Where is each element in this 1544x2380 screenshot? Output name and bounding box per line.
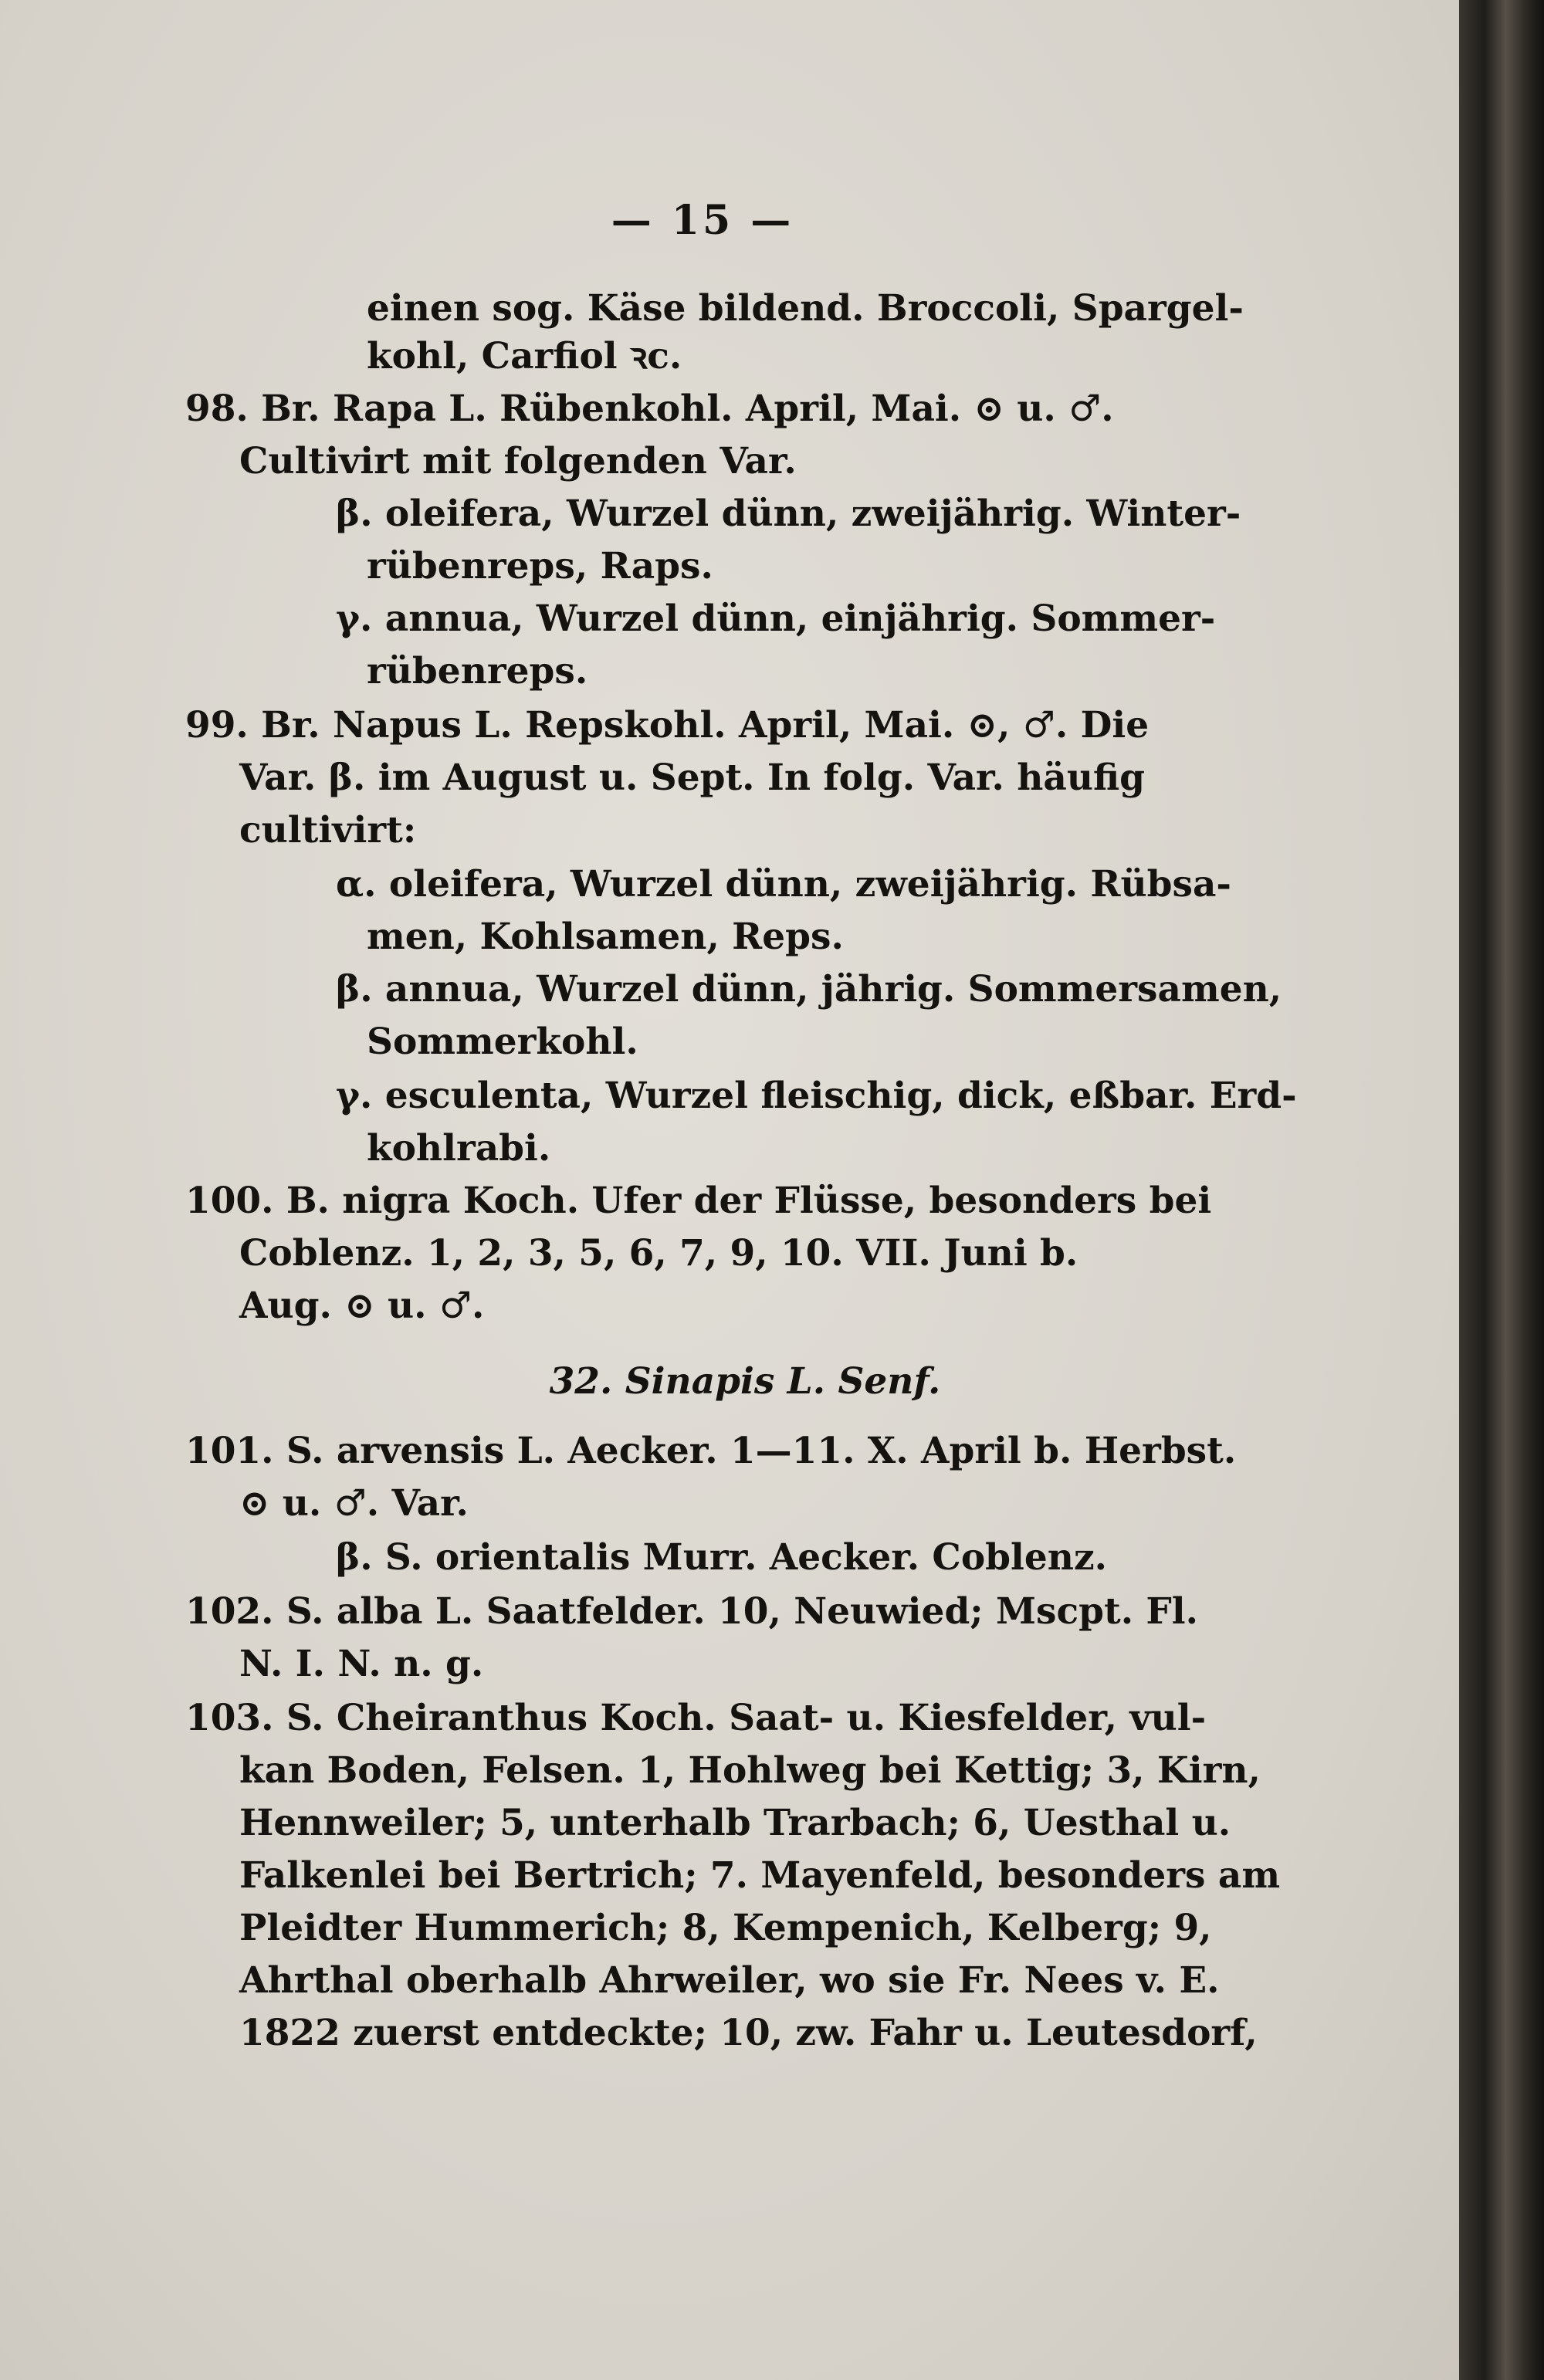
text-line: γ. annua, Wurzel dünn, einjährig. Sommer-	[336, 598, 1216, 640]
text-line: 99. Br. Napus L. Repskohl. April, Mai. ⊙, ♂. Die	[185, 704, 1150, 747]
text-line: cultivirt:	[239, 809, 417, 851]
book-gutter	[1459, 0, 1544, 2380]
text-line: men, Kohlsamen, Reps.	[367, 916, 844, 958]
text-line: Ahrthal oberhalb Ahrweiler, wo sie Fr. Nees v. E.	[239, 1959, 1220, 2002]
text-line: β. S. orientalis Murr. Aecker. Coblenz.	[336, 1536, 1108, 1579]
text-line: 100. B. nigra Koch. Ufer der Flüsse, besonders bei	[185, 1180, 1212, 1222]
text-line: Pleidter Hummerich; 8, Kempenich, Kelberg; 9,	[239, 1907, 1212, 1949]
text-line: Falkenlei bei Bertrich; 7. Mayenfeld, besonders am	[239, 1854, 1281, 1897]
text-line: 98. Br. Rapa L. Rübenkohl. April, Mai. ⊙ u. ♂.	[185, 388, 1114, 430]
text-line: Cultivirt mit folgenden Var.	[239, 440, 797, 482]
page-number: — 15 —	[611, 197, 794, 244]
text-line: 32. Sinapis L. Senf.	[549, 1360, 941, 1403]
text-line: β. oleifera, Wurzel dünn, zweijährig. Winter-	[336, 493, 1241, 535]
text-line: kohlrabi.	[367, 1127, 551, 1170]
text-line: Hennweiler; 5, unterhalb Trarbach; 6, Uesthal u.	[239, 1802, 1231, 1844]
text-line: 103. S. Cheiranthus Koch. Saat- u. Kiesfelder, vul-	[185, 1697, 1207, 1739]
text-line: N. I. N. n. g.	[239, 1643, 484, 1685]
text-line: rübenreps.	[367, 650, 588, 692]
text-line: Coblenz. 1, 2, 3, 5, 6, 7, 9, 10. VII. Juni b.	[239, 1232, 1078, 1275]
text-line: 1822 zuerst entdeckte; 10, zw. Fahr u. Leutesdorf,	[239, 2012, 1258, 2054]
text-line: 102. S. alba L. Saatfelder. 10, Neuwied; Mscpt. Fl.	[185, 1590, 1199, 1633]
text-line: α. oleifera, Wurzel dünn, zweijährig. Rübsa-	[336, 863, 1231, 906]
text-line: Sommerkohl.	[367, 1021, 638, 1063]
text-line: ⊙ u. ♂. Var.	[239, 1482, 469, 1525]
text-line: einen sog. Käse bildend. Broccoli, Spargel-	[367, 287, 1244, 330]
text-line: 101. S. arvensis L. Aecker. 1—11. X. April b. Herbst.	[185, 1430, 1237, 1472]
text-line: kan Boden, Felsen. 1, Hohlweg bei Kettig; 3, Kirn,	[239, 1749, 1261, 1792]
text-line: γ. esculenta, Wurzel fleischig, dick, eßbar. Erd-	[336, 1075, 1297, 1117]
text-line: Aug. ⊙ u. ♂.	[239, 1285, 485, 1327]
text-line: β. annua, Wurzel dünn, jährig. Sommersamen,	[336, 968, 1282, 1011]
text-line: rübenreps, Raps.	[367, 545, 713, 587]
text-line: Var. β. im August u. Sept. In folg. Var. häufig	[239, 757, 1146, 799]
text-line: kohl, Carfiol ꝛc.	[367, 335, 682, 377]
